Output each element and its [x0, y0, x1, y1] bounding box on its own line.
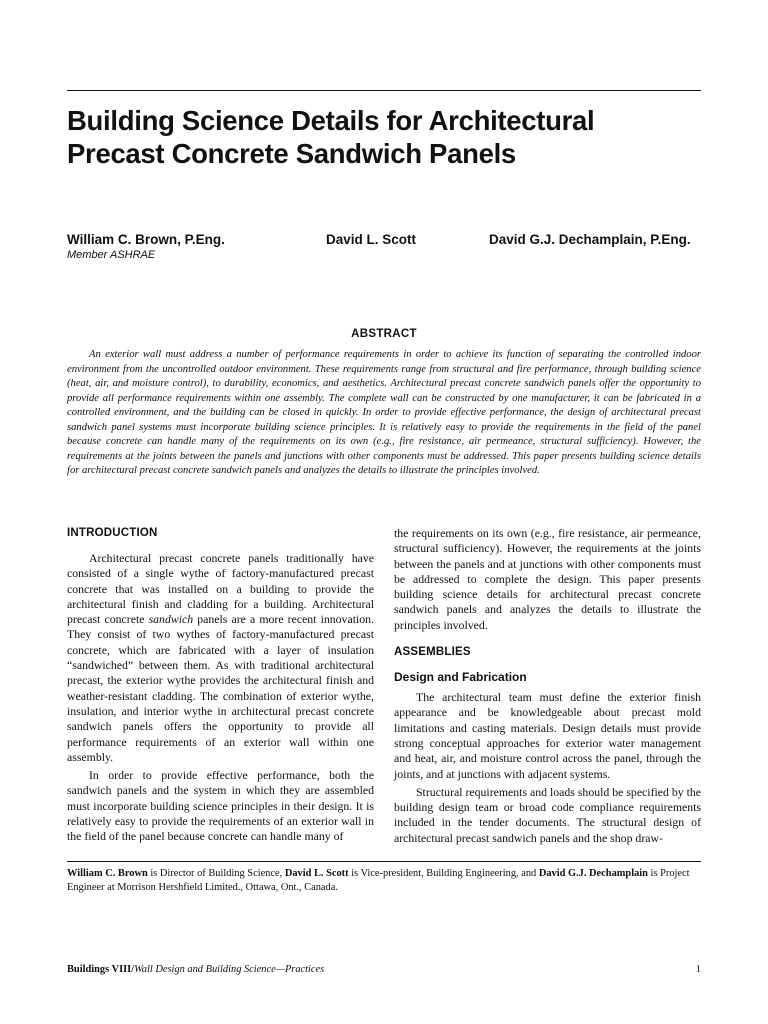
footnote-name-1: William C. Brown [67, 868, 148, 879]
introduction-paragraph-2-continued: the requirements on its own (e.g., fire resistance, air permeance, structural sufficiency). However, the requirements at the joints between the panels and at junctions with other components must be addressed to complete the design. This paper presents building science details for architectural precast concrete sandwich panels and analyzes the details to illustrate the principles involved. [394, 526, 701, 632]
assemblies-paragraph-2: Structural requirements and loads should be specified by the building design team or broad code compliance requirements included in the tender documents. The structural design of architectural precast sandwich panels and the shop draw- [394, 784, 702, 845]
intro-p1-text-b: panels are a more recent innovation. They consist of two wythes of factory-manufactured precast concrete, which are fabricated with a layer of insulation “sandwiched” between them. As with traditional architectural precast, the exterior wythe provides the architectural finish and weather-resistant cladding. The combination of exterior wythe, insulation, and interior wythe in architectural precast concrete sandwich panels offers the opportunity to provide all performance requirements of an exterior wall within one assembly. [67, 612, 374, 764]
footnote-name-3: David G.J. Dechamplain [538, 868, 648, 879]
author-1-affiliation: Member ASHRAE [67, 249, 156, 261]
footnote-text-1: is Director of Building Science, [147, 868, 285, 879]
introduction-paragraph-2: In order to provide effective performance, both the sandwich panels and the system in which they are assembled must incorporate building science principles in their design. It is relatively easy to provide the requirements of an exterior wall in the field of the panel because concrete can handle many of [67, 768, 374, 844]
intro-p1-text-a: Architectural precast concrete panels traditionally have consisted of a single wythe of factory-manufactured precast concrete that was installed on a building to provide the architectural finish and cladding for a building. Architectural precast concrete [67, 551, 374, 627]
footnote-text-2: is Vice-president, Building Engineering, and [348, 868, 539, 879]
title-line-1: Building Science Details for Architectural [67, 105, 595, 136]
author-2-name: David L. Scott [326, 232, 417, 247]
assemblies-paragraph-1: The architectural team must define the exterior finish appearance and be knowledgeable about precast mold limitations and casting materials. Design details must provide strong conceptual approaches for exterior water management and heat, air, and moisture control across the panel, through the joints, and at junctions with adjacent systems. [394, 690, 701, 781]
footnote-rule [67, 861, 701, 862]
author-footnote [67, 867, 701, 896]
paper-title [67, 104, 707, 170]
introduction-heading: INTRODUCTION [67, 527, 158, 539]
top-rule [67, 90, 701, 91]
abstract-text: An exterior wall must address a number of performance requirements in order to achieve its function of separating the controlled indoor environment from the uncontrolled outdoor environment. These requirements range from structural and fire performance, through building science (heat, air, and moisture control), to durability, economics, and aesthetics. Architectural precast concrete sandwich panels offer the opportunity to provide all performance requirements within one assembly. The complete wall can be constructed by one manufacturer, it can be fabricated in a controlled environment, and the building can be closed in quickly. In order to provide effective performance, the design of architectural precast sandwich panel systems must incorporate building science principles. It is relatively easy to provide the requirements in the field of the panel because concrete can handle many of the requirements on its own (e.g., fire resistance, air permeance, structural sufficiency). However, the requirements at the joints between the panels and junctions with other components must be addressed. This paper presents building science details for architectural precast concrete sandwich panels and analyzes the details to illustrate the principles involved. [67, 349, 701, 477]
footer-publication-subtitle: Wall Design and Building Science—Practices [134, 964, 325, 975]
author-3-name: David G.J. Dechamplain, P.Eng. [489, 232, 691, 247]
title-line-2: Precast Concrete Sandwich Panels [67, 138, 516, 169]
abstract-heading: ABSTRACT [351, 328, 417, 340]
footer-publication: Buildings VIII/ [67, 964, 135, 975]
introduction-paragraph-1 [67, 551, 374, 765]
author-1-name: William C. Brown, P.Eng. [67, 232, 225, 247]
design-fabrication-subheading: Design and Fabrication [394, 670, 527, 685]
footnote-name-2: David L. Scott [284, 868, 349, 879]
left-column [67, 526, 374, 845]
page-footer [67, 964, 701, 975]
footnote-text-3: is Project Engineer at Morrison Hershfield Limited., Ottawa, Ont., Canada. [67, 868, 690, 894]
assemblies-heading: ASSEMBLIES [394, 646, 471, 659]
right-column [394, 526, 701, 846]
intro-p1-italic-word: sandwich [148, 612, 194, 627]
page-number: 1 [695, 964, 701, 975]
